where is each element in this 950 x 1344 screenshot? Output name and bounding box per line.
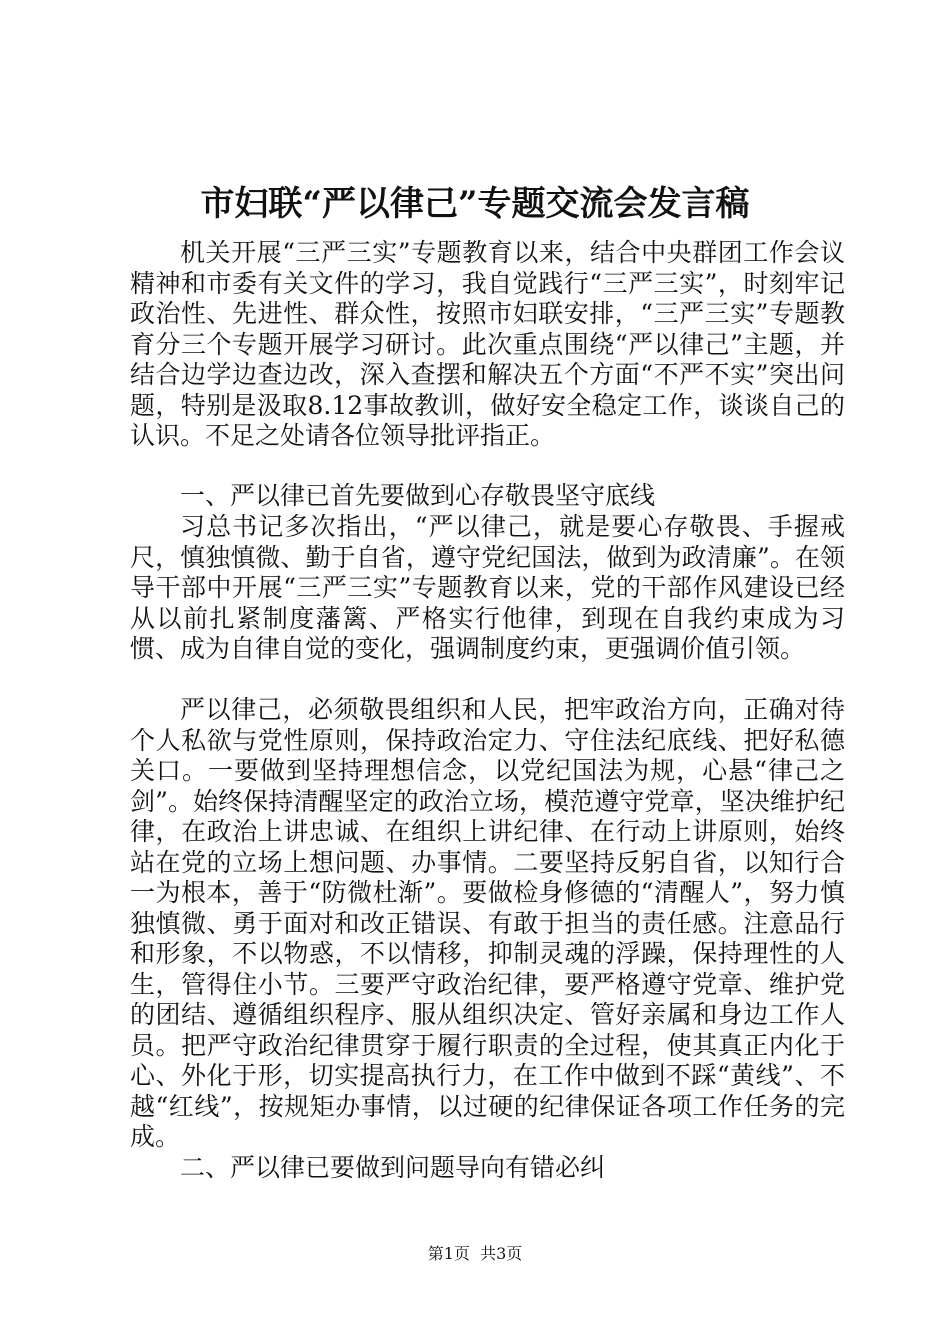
intro-paragraph: 机关开展“三严三实”专题教育以来，结合中央群团工作会议精神和市委有关文件的学习，我自觉践行“三严三实”，时刻牢记政治性、先进性、群众性，按照市妇联安排，“三严三实”专题教育分三个专题开展学习研讨。此次重点围绕“严以律己”主题，并结合边学边查边改，深入查摆和解决五个方面“不严不实”突出问题，特别是汲取8.12事故教训，做好安全稳定工作，谈谈自己的认识。不足之处请各位领导批评指正。 <box>130 238 845 450</box>
section-heading-1: 一、严以律已首先要做到心存敬畏坚守底线 <box>180 481 656 510</box>
section-1-paragraph-1: 习总书记多次指出，“严以律己，就是要心存敬畏、手握戒尺，慎独慎微、勤于自省，遵守党纪国法，做到为政清廉”。在领导干部中开展“三严三实”专题教育以来，党的干部作风建设已经从以前扎紧制度藩篱、严格实行他律，到现在自我约束成为习惯、成为自律自觉的变化，强调制度约束，更强调价值引领。 <box>130 512 845 663</box>
section-1-paragraph-2: 严以律己，必须敬畏组织和人民，把牢政治方向，正确对待个人私欲与党性原则，保持政治定力、守住法纪底线、把好私德关口。一要做到坚持理想信念，以党纪国法为规，心悬“律己之剑”。始终保持清醒坚定的政治立场，模范遵守党章，坚决维护纪律，在政治上讲忠诚、在组织上讲纪律、在行动上讲原则，始终站在党的立场上想问题、办事情。二要坚持反躬自省，以知行合一为根本，善于“防微杜渐”。要做检身修德的“清醒人”，努力慎独慎微、勇于面对和改正错误、有敢于担当的责任感。注意品行和形象，不以物惑，不以情移，抑制灵魂的浮躁，保持理性的人生，管得住小节。三要严守政治纪律，要严格遵守党章、维护党的团结、遵循组织程序、服从组织决定、管好亲属和身边工作人员。把严守政治纪律贯穿于履行职责的全过程，使其真正内化于心、外化于形，切实提高执行力，在工作中做到不踩“黄线”、不越“红线”，按规矩办事情，以过硬的纪律保证各项工作任务的完成。 <box>130 695 845 1151</box>
page-footer <box>0 1244 950 1264</box>
page-number-label: 第1页 共3页 <box>427 1244 523 1263</box>
document-title: 市妇联“严以律己”专题交流会发言稿 <box>200 184 750 224</box>
section-heading-2: 二、严以律已要做到问题导向有错必纠 <box>180 1153 606 1182</box>
